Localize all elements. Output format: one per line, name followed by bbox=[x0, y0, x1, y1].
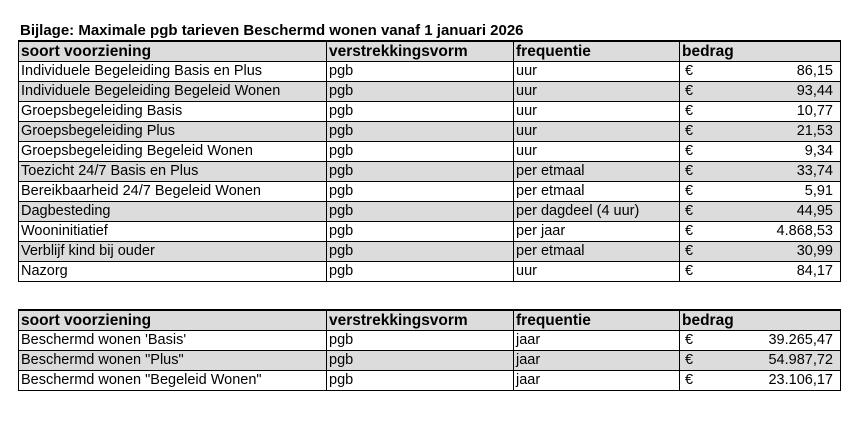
cell-verstrekkingsvorm: pgb bbox=[327, 351, 514, 371]
header-soort-voorziening: soort voorziening bbox=[19, 41, 327, 62]
table-header-row bbox=[19, 310, 841, 331]
cell-frequentie: uur bbox=[514, 122, 680, 142]
table-row bbox=[19, 242, 841, 262]
tarieven-table bbox=[18, 40, 841, 282]
cell-soort-voorziening: Groepsbegeleiding Begeleid Wonen bbox=[19, 142, 327, 162]
currency-symbol: € bbox=[685, 83, 694, 99]
cell-bedrag bbox=[680, 102, 841, 122]
table-row bbox=[19, 142, 841, 162]
currency-symbol: € bbox=[685, 263, 694, 279]
cell-verstrekkingsvorm: pgb bbox=[327, 122, 514, 142]
cell-bedrag bbox=[680, 331, 841, 351]
currency-symbol: € bbox=[685, 123, 694, 139]
cell-bedrag bbox=[680, 202, 841, 222]
cell-frequentie: per dagdeel (4 uur) bbox=[514, 202, 680, 222]
amount-value: 39.265,47 bbox=[768, 332, 833, 348]
cell-soort-voorziening: Verblijf kind bij ouder bbox=[19, 242, 327, 262]
table-row bbox=[19, 262, 841, 282]
cell-verstrekkingsvorm: pgb bbox=[327, 62, 514, 82]
cell-bedrag bbox=[680, 242, 841, 262]
currency-symbol: € bbox=[685, 203, 694, 219]
cell-soort-voorziening: Dagbesteding bbox=[19, 202, 327, 222]
cell-soort-voorziening: Bereikbaarheid 24/7 Begeleid Wonen bbox=[19, 182, 327, 202]
cell-frequentie: per etmaal bbox=[514, 162, 680, 182]
cell-bedrag bbox=[680, 182, 841, 202]
cell-soort-voorziening: Beschermd wonen "Plus" bbox=[19, 351, 327, 371]
cell-verstrekkingsvorm: pgb bbox=[327, 162, 514, 182]
currency-symbol: € bbox=[685, 372, 694, 388]
currency-symbol: € bbox=[685, 183, 694, 199]
cell-soort-voorziening: Nazorg bbox=[19, 262, 327, 282]
cell-frequentie: jaar bbox=[514, 331, 680, 351]
table-row bbox=[19, 122, 841, 142]
amount-value: 10,77 bbox=[796, 103, 833, 119]
cell-bedrag bbox=[680, 82, 841, 102]
cell-bedrag bbox=[680, 262, 841, 282]
amount-value: 9,34 bbox=[804, 143, 833, 159]
table-row bbox=[19, 222, 841, 242]
beschermd-wonen-table-body bbox=[19, 331, 841, 391]
currency-symbol: € bbox=[685, 143, 694, 159]
cell-soort-voorziening: Toezicht 24/7 Basis en Plus bbox=[19, 162, 327, 182]
cell-verstrekkingsvorm: pgb bbox=[327, 82, 514, 102]
amount-value: 33,74 bbox=[796, 163, 833, 179]
currency-symbol: € bbox=[685, 223, 694, 239]
cell-verstrekkingsvorm: pgb bbox=[327, 331, 514, 351]
beschermd-wonen-table bbox=[18, 309, 841, 391]
amount-value: 30,99 bbox=[796, 243, 833, 259]
cell-bedrag bbox=[680, 122, 841, 142]
table-row bbox=[19, 162, 841, 182]
cell-frequentie: uur bbox=[514, 62, 680, 82]
table-row bbox=[19, 182, 841, 202]
cell-soort-voorziening: Individuele Begeleiding Basis en Plus bbox=[19, 62, 327, 82]
page-title: Bijlage: Maximale pgb tarieven Beschermd wonen vanaf 1 januari 2026 bbox=[20, 22, 524, 39]
cell-verstrekkingsvorm: pgb bbox=[327, 222, 514, 242]
cell-soort-voorziening: Beschermd wonen "Begeleid Wonen" bbox=[19, 371, 327, 391]
table-row bbox=[19, 82, 841, 102]
cell-bedrag bbox=[680, 371, 841, 391]
cell-soort-voorziening: Wooninitiatief bbox=[19, 222, 327, 242]
table-row bbox=[19, 62, 841, 82]
header-verstrekkingsvorm: verstrekkingsvorm bbox=[327, 310, 514, 331]
header-frequentie: frequentie bbox=[514, 41, 680, 62]
header-bedrag: bedrag bbox=[680, 41, 841, 62]
cell-frequentie: uur bbox=[514, 102, 680, 122]
cell-verstrekkingsvorm: pgb bbox=[327, 142, 514, 162]
header-verstrekkingsvorm: verstrekkingsvorm bbox=[327, 41, 514, 62]
cell-frequentie: per etmaal bbox=[514, 242, 680, 262]
cell-frequentie: uur bbox=[514, 142, 680, 162]
cell-frequentie: per etmaal bbox=[514, 182, 680, 202]
table-row bbox=[19, 202, 841, 222]
amount-value: 5,91 bbox=[804, 183, 833, 199]
header-bedrag: bedrag bbox=[680, 310, 841, 331]
cell-frequentie: uur bbox=[514, 82, 680, 102]
cell-soort-voorziening: Beschermd wonen 'Basis' bbox=[19, 331, 327, 351]
table-row bbox=[19, 102, 841, 122]
amount-value: 54.987,72 bbox=[768, 352, 833, 368]
table-row bbox=[19, 351, 841, 371]
cell-frequentie: jaar bbox=[514, 371, 680, 391]
cell-soort-voorziening: Individuele Begeleiding Begeleid Wonen bbox=[19, 82, 327, 102]
amount-value: 44,95 bbox=[796, 203, 833, 219]
amount-value: 23.106,17 bbox=[768, 372, 833, 388]
cell-frequentie: jaar bbox=[514, 351, 680, 371]
amount-value: 86,15 bbox=[796, 63, 833, 79]
cell-bedrag bbox=[680, 222, 841, 242]
currency-symbol: € bbox=[685, 63, 694, 79]
cell-bedrag bbox=[680, 62, 841, 82]
table-row bbox=[19, 331, 841, 351]
cell-frequentie: uur bbox=[514, 262, 680, 282]
currency-symbol: € bbox=[685, 352, 694, 368]
cell-frequentie: per jaar bbox=[514, 222, 680, 242]
header-soort-voorziening: soort voorziening bbox=[19, 310, 327, 331]
currency-symbol: € bbox=[685, 103, 694, 119]
cell-verstrekkingsvorm: pgb bbox=[327, 102, 514, 122]
amount-value: 4.868,53 bbox=[776, 223, 833, 239]
cell-verstrekkingsvorm: pgb bbox=[327, 242, 514, 262]
table-header-row bbox=[19, 41, 841, 62]
header-frequentie: frequentie bbox=[514, 310, 680, 331]
cell-bedrag bbox=[680, 162, 841, 182]
cell-verstrekkingsvorm: pgb bbox=[327, 262, 514, 282]
table-row bbox=[19, 371, 841, 391]
amount-value: 93,44 bbox=[796, 83, 833, 99]
cell-bedrag bbox=[680, 351, 841, 371]
currency-symbol: € bbox=[685, 243, 694, 259]
amount-value: 84,17 bbox=[796, 263, 833, 279]
amount-value: 21,53 bbox=[796, 123, 833, 139]
tarieven-table-body bbox=[19, 62, 841, 282]
currency-symbol: € bbox=[685, 332, 694, 348]
currency-symbol: € bbox=[685, 163, 694, 179]
cell-soort-voorziening: Groepsbegeleiding Basis bbox=[19, 102, 327, 122]
cell-verstrekkingsvorm: pgb bbox=[327, 371, 514, 391]
cell-verstrekkingsvorm: pgb bbox=[327, 182, 514, 202]
cell-soort-voorziening: Groepsbegeleiding Plus bbox=[19, 122, 327, 142]
cell-verstrekkingsvorm: pgb bbox=[327, 202, 514, 222]
cell-bedrag bbox=[680, 142, 841, 162]
